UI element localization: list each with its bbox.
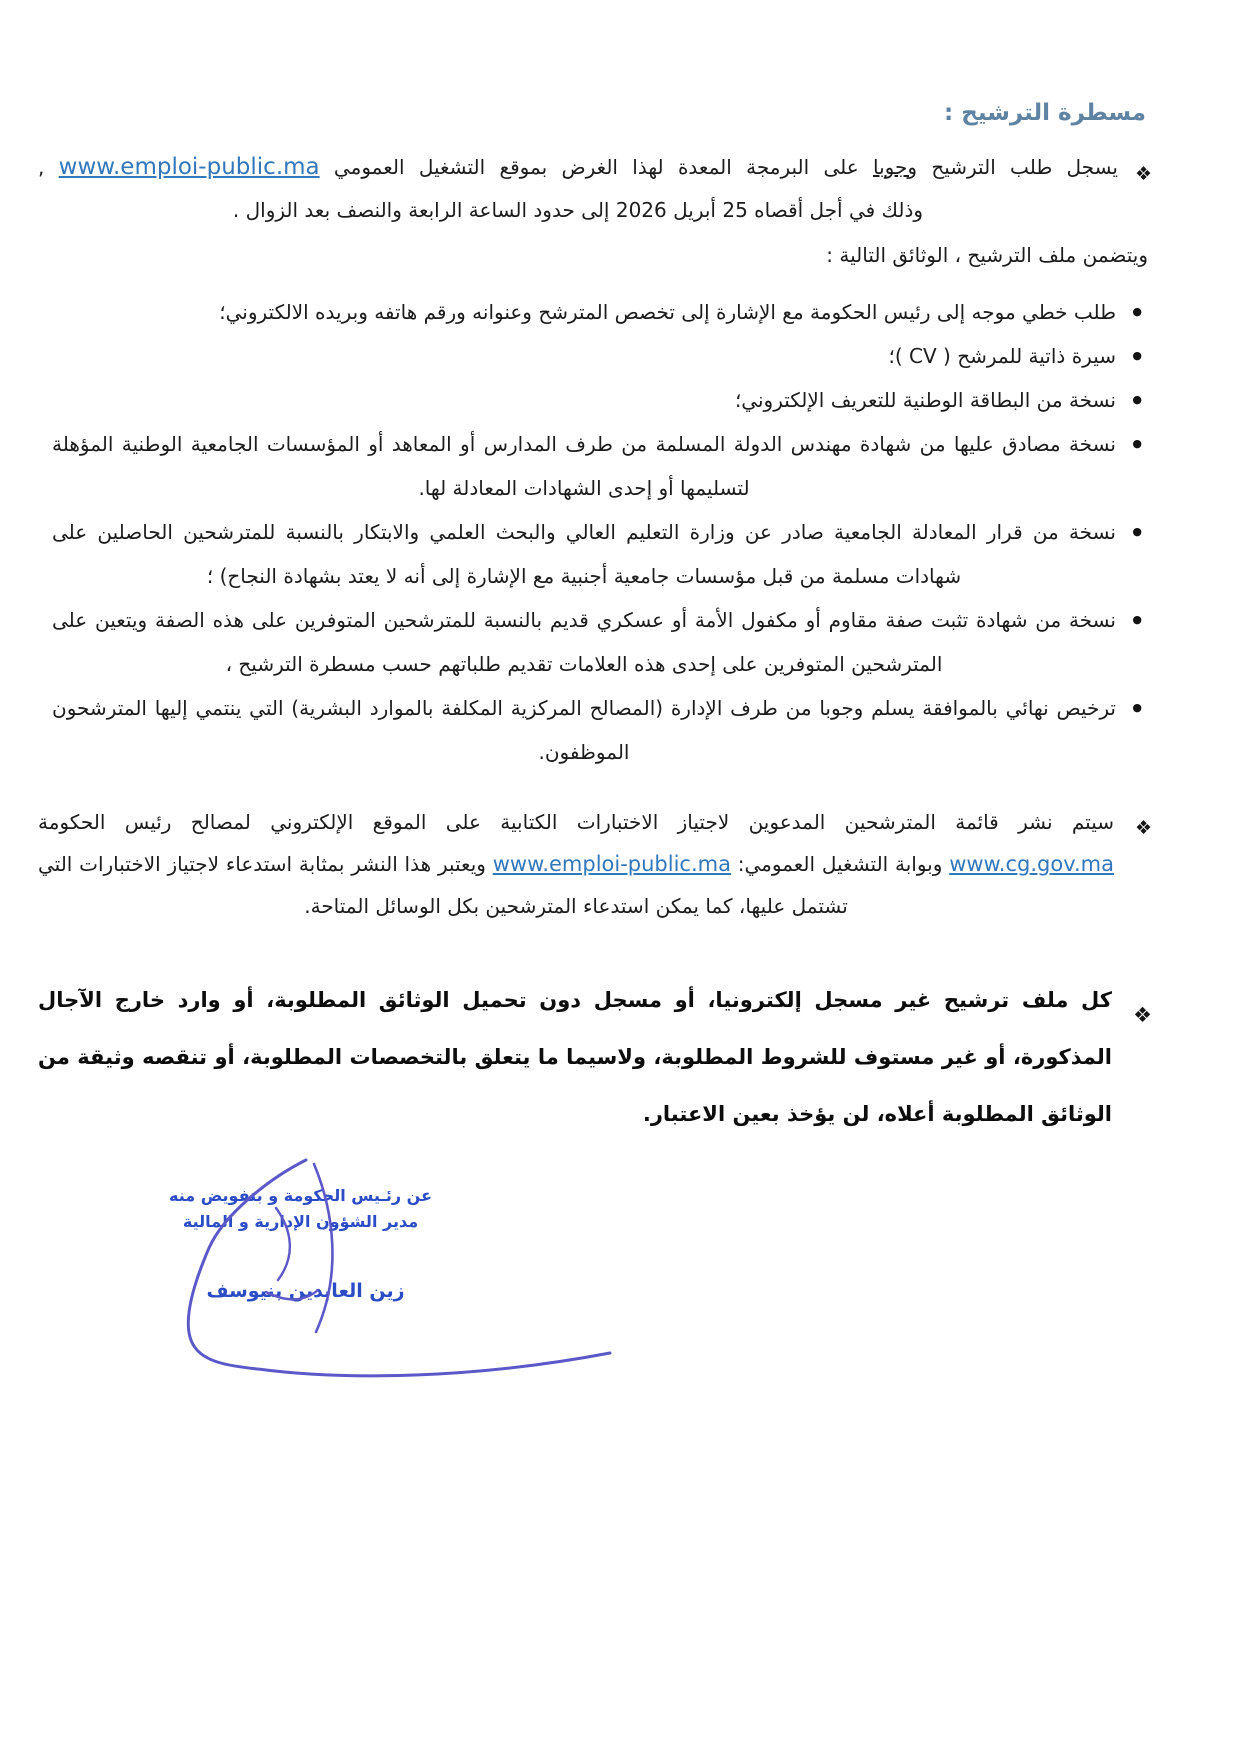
- bullet-icon: ●: [1132, 349, 1142, 362]
- publication-text-3: ويعتبر هذا النشر بمثابة استدعاء لاجتياز الاختبارات التي تشتمل عليها، كما يمكن استدعاء المترشحين بكل الوسائل المتاحة.: [38, 852, 848, 918]
- registration-text-mid: على البرمجة المعدة لهذا الغرض بموقع التشغيل العمومي: [319, 155, 873, 179]
- signature-line2: مدير الشؤون الإدارية و المالية: [182, 1212, 419, 1231]
- emploi-public-link-2[interactable]: www.emploi-public.ma: [492, 852, 731, 876]
- list-item: [52, 686, 1144, 774]
- list-item-text: نسخة مصادق عليها من شهادة مهندس الدولة المسلمة من طرف المدارس أو المعاهد أو المؤسسات الجامعية الوطنية المؤهلة لتسليمها أو إحدى الشهادات المعادلة لها.: [52, 432, 1116, 500]
- warning-paragraph: [38, 972, 1152, 1143]
- publication-text-1: سيتم نشر قائمة المترشحين المدعوين لاجتياز الاختبارات الكتابية على الموقع الإلكتروني لمصالح رئيس الحكومة: [38, 810, 1114, 834]
- list-item: [52, 290, 1144, 334]
- list-item-text: طلب خطي موجه إلى رئيس الحكومة مع الإشارة إلى تخصص المترشح وعنوانه ورقم هاتفه وبريده الالكتروني؛: [219, 300, 1116, 324]
- registration-comma: ,: [38, 155, 59, 179]
- list-item: [52, 334, 1144, 378]
- publication-text-2: وبوابة التشغيل العمومي:: [730, 852, 950, 876]
- signature-title: [148, 1183, 453, 1235]
- publication-paragraph: [38, 801, 1152, 927]
- bullet-icon: ●: [1132, 613, 1142, 626]
- bullet-icon: ●: [1132, 305, 1142, 318]
- list-item-text: سيرة ذاتية للمرشح ( CV )؛: [888, 344, 1116, 368]
- list-item-text: ترخيص نهائي بالموافقة يسلم وجوبا من طرف الإدارة (المصالح المركزية المكلفة بالموارد البشرية) التي ينتمي إليها المترشحون الموظفون.: [52, 696, 1116, 764]
- bullet-icon: ●: [1132, 525, 1142, 538]
- bullet-icon: ●: [1132, 437, 1142, 450]
- registration-text-pre: يسجل طلب الترشيح: [917, 155, 1119, 179]
- list-item-text: نسخة من البطاقة الوطنية للتعريف الإلكتروني؛: [734, 388, 1116, 412]
- diamond-bullet-icon: ❖: [1133, 1003, 1152, 1027]
- document-heading: مسطرة الترشيح :: [944, 100, 1146, 126]
- list-item: [52, 510, 1144, 598]
- list-item: [52, 378, 1144, 422]
- list-item-text: نسخة من شهادة تثبت صفة مقاوم أو مكفول الأمة أو عسكري قديم بالنسبة للمترشحين المتوفرين على هذه الصفة ويتعين على المترشحين المتوفرين على إحدى هذه العلامات تقديم طلباتهم حسب مسطرة الترشيح ،: [52, 608, 1116, 676]
- mandatory-word: وجوبا: [873, 155, 918, 179]
- list-item: [52, 598, 1144, 686]
- cg-gov-link[interactable]: www.cg.gov.ma: [949, 852, 1114, 876]
- warning-text: كل ملف ترشيح غير مسجل إلكترونيا، أو مسجل دون تحميل الوثائق المطلوبة، أو وارد خارج الآجال المذكورة، أو غير مستوف للشروط المطلوبة، ولاسيما ما يتعلق بالتخصصات المطلوبة، أو تنقصه وثيقة من الوثائق المطلوبة أعلاه، لن يؤخذ بعين الاعتبار.: [38, 988, 1112, 1126]
- registration-line1: [38, 146, 1118, 189]
- list-item: [52, 422, 1144, 510]
- bullet-icon: ●: [1132, 701, 1142, 714]
- registration-paragraph: [38, 146, 1152, 232]
- signatory-name: زين العابدين بنيوسف: [206, 1280, 405, 1302]
- registration-line2: وذلك في أجل أقصاه 25 أبريل 2026 إلى حدود الساعة الرابعة والنصف بعد الزوال .: [232, 198, 924, 222]
- diamond-bullet-icon: ❖: [1134, 817, 1152, 839]
- documents-list: [52, 290, 1144, 774]
- diamond-bullet-icon: ❖: [1134, 163, 1152, 185]
- signature-line1: عن رئـيس الحكومة و بتفويض منه: [169, 1186, 432, 1205]
- list-item-text: نسخة من قرار المعادلة الجامعية صادر عن وزارة التعليم العالي والبحث العلمي والابتكار بالنسبة للمترشحين الحاصلين على شهادات مسلمة من قبل مؤسسات جامعية أجنبية مع الإشارة إلى أنه لا يعتد بشهادة النجاح) ؛: [52, 520, 1116, 588]
- bullet-icon: ●: [1132, 393, 1142, 406]
- documents-intro: ويتضمن ملف الترشيح ، الوثائق التالية :: [826, 243, 1148, 267]
- emploi-public-link[interactable]: www.emploi-public.ma: [58, 154, 320, 180]
